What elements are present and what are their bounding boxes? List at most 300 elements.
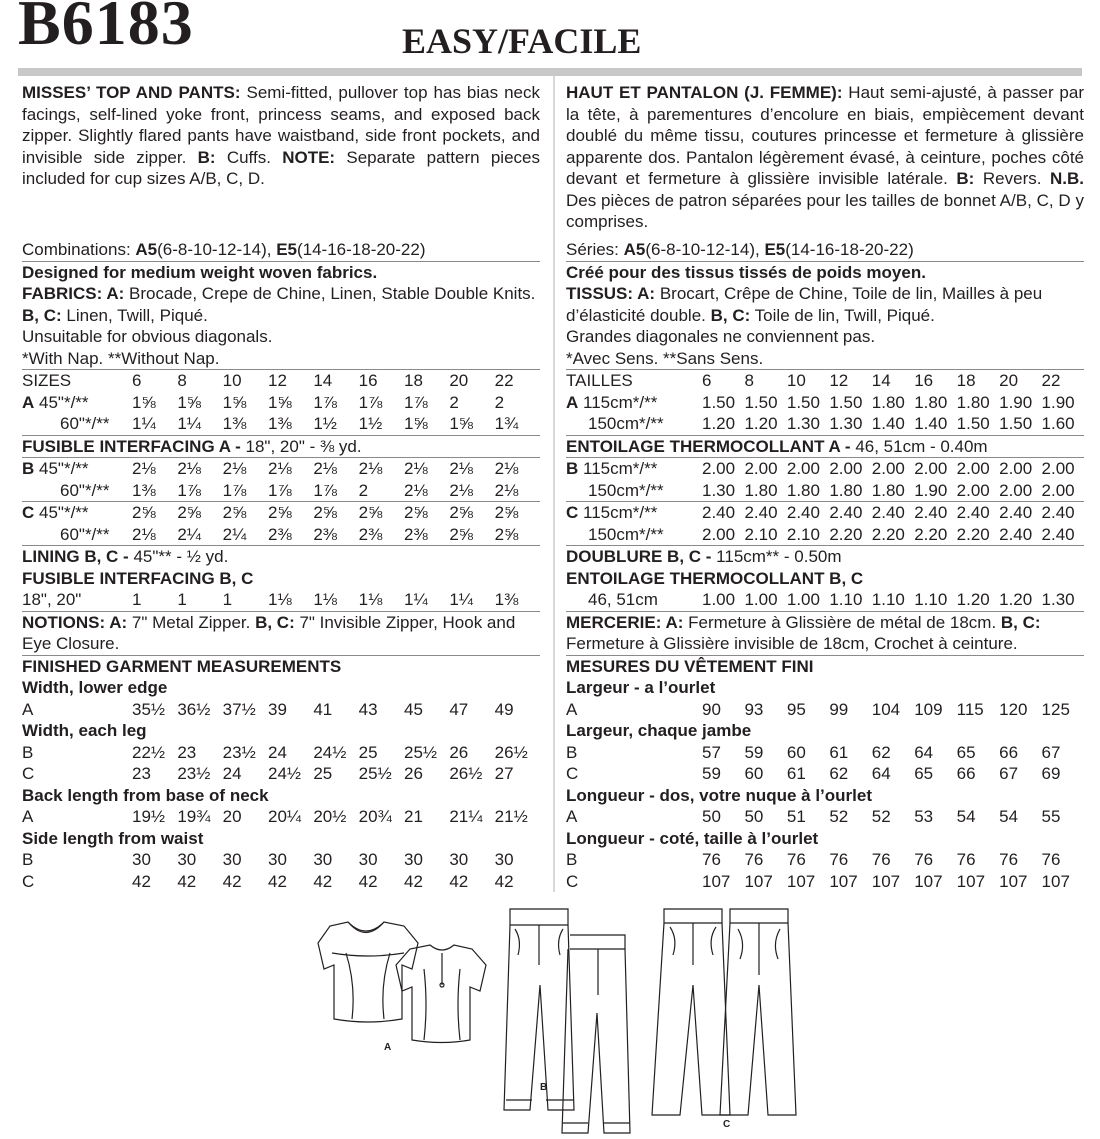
row-label xyxy=(566,458,702,480)
quantity-value: 1⅝ xyxy=(449,414,473,433)
quantity-value: 2⅛ xyxy=(358,459,383,478)
measurement-value: 20¾ xyxy=(358,807,392,826)
quantity-value: 1¼ xyxy=(449,590,473,609)
quantity-value: 2⅝ xyxy=(132,503,156,522)
notions xyxy=(22,612,540,656)
quantity-value: 1½ xyxy=(358,414,383,433)
quantity-value: 1⅜ xyxy=(222,414,247,433)
description-text: Haut semi-ajusté, à passer par la tête, à parementures d’encolure en biais, empiècement devant doublé du même tissu, coutures princesse et fermeture à glissière apparente dos. Pantalon légèrement évasé, à ceinture, poches côté devant et fermeture à glissière invisible latérale. xyxy=(566,83,1085,188)
quantity-value: 1.50 xyxy=(956,414,990,433)
measurement-value: 120 xyxy=(999,699,1028,719)
measurement-value: 25½ xyxy=(358,764,392,783)
designed-for-line xyxy=(566,262,1084,284)
quantity-value: 1.90 xyxy=(914,480,948,500)
row-label xyxy=(566,524,702,546)
measurement-value: 64 xyxy=(914,742,934,762)
description xyxy=(22,82,540,239)
back-length xyxy=(22,785,540,807)
quantity-value: 2.40 xyxy=(1041,503,1075,522)
size-header: 14 xyxy=(313,371,333,390)
size-header: 10 xyxy=(786,371,806,390)
measurement-value: 62 xyxy=(829,764,849,783)
quantity-value: 2⅛ xyxy=(494,459,519,478)
measurement-value: 109 xyxy=(914,699,943,719)
measurement-row xyxy=(22,763,540,785)
header-divider xyxy=(18,68,1082,76)
width-each-leg xyxy=(22,720,540,742)
finished-measurements xyxy=(566,656,1084,678)
interfacing-bc-row xyxy=(22,589,540,612)
combinations xyxy=(22,239,540,262)
measurement-value: 30 xyxy=(222,850,242,869)
notions-label: B, C: xyxy=(1000,612,1041,632)
fabrics-text: Brocade, Crepe de Chine, Linen, Stable Double Knits. xyxy=(124,284,536,303)
measurement-value: 20 xyxy=(222,807,242,826)
measurement-value: 23 xyxy=(132,764,151,783)
combination-sizes: (6-8-10-12-14), xyxy=(645,240,765,259)
measurement-value: 115 xyxy=(956,699,984,719)
measurement-value: 93 xyxy=(744,699,764,719)
measurement-value: 24 xyxy=(267,742,287,762)
measurement-value: 76 xyxy=(1041,850,1061,869)
size-header: 14 xyxy=(871,371,891,390)
side-length xyxy=(22,828,540,850)
fabrics xyxy=(22,283,540,326)
quantity-value: 1.00 xyxy=(786,590,820,609)
french-column xyxy=(566,82,1084,892)
english-column xyxy=(22,82,540,892)
yardage-row xyxy=(566,458,1084,480)
measurement-value: 20½ xyxy=(313,807,347,826)
quantity-value: 1⅞ xyxy=(313,480,337,500)
quantity-value: 1.20 xyxy=(702,414,736,433)
quantity-value: 2.40 xyxy=(914,503,948,522)
measurement-value: 66 xyxy=(999,742,1019,762)
quantity-value: 2.00 xyxy=(914,459,948,478)
quantity-value: 1 xyxy=(222,590,233,609)
quantity-value: 2⅛ xyxy=(267,459,292,478)
measurement-value: 69 xyxy=(1041,764,1061,783)
pants-c-back-illustration xyxy=(720,909,796,1115)
quantity-value: 2.00 xyxy=(999,459,1033,478)
measurement-value: 30 xyxy=(132,850,151,869)
measurement-title: Back length from base of neck xyxy=(22,785,269,805)
quantity-value: 1⅛ xyxy=(313,590,337,609)
measurement-value: 30 xyxy=(403,850,423,869)
lining xyxy=(566,546,1084,568)
measurement-value: 76 xyxy=(829,850,849,869)
quantity-value: 1⅜ xyxy=(267,414,292,433)
measurement-value: 42 xyxy=(222,871,242,891)
measurement-value: 42 xyxy=(267,871,287,891)
quantity-value: 1⅝ xyxy=(267,392,292,412)
interfacing-bc-label: FUSIBLE INTERFACING B, C xyxy=(22,568,254,588)
row-label xyxy=(566,392,702,414)
row-label xyxy=(566,502,702,524)
measurement-value: 42 xyxy=(313,871,333,891)
quantity-value: 2.20 xyxy=(829,524,863,544)
quantity-value: 2⅛ xyxy=(313,459,337,478)
unsuitable-line xyxy=(22,326,540,348)
quantity-value: 2⅝ xyxy=(449,524,473,544)
quantity-value: 1⅜ xyxy=(494,590,519,609)
yardage-row xyxy=(566,480,1084,503)
unsuitable-note: Grandes diagonales ne conviennent pas. xyxy=(566,327,876,346)
measurement-value: 50 xyxy=(702,807,721,826)
quantity-value: 2⅛ xyxy=(449,480,473,500)
measurement-value: 49 xyxy=(494,699,514,719)
difficulty-level: EASY/FACILE xyxy=(402,21,642,61)
measurement-value: 59 xyxy=(744,742,764,762)
measurement-value: 26½ xyxy=(494,742,528,762)
quantity-value: 1⅞ xyxy=(313,392,337,412)
fabrics-label: B, C: xyxy=(710,305,751,325)
measurement-value: 25 xyxy=(313,764,333,783)
view-letter: B xyxy=(566,459,579,478)
lining xyxy=(22,546,540,568)
measurement-row xyxy=(22,742,540,764)
measurement-value: 42 xyxy=(358,871,378,891)
view-letter: A xyxy=(566,807,578,826)
quantity-value: 2.40 xyxy=(956,503,990,522)
measurement-value: 76 xyxy=(702,850,721,869)
measurement-value: 76 xyxy=(999,850,1019,869)
top-back-illustration xyxy=(396,945,486,1043)
fabrics-text: Brocart, Crêpe de Chine, Toile de lin, Mailles à peu d’élasticité double. xyxy=(566,284,1043,325)
interfacing-label: FUSIBLE INTERFACING A - xyxy=(22,436,246,456)
interfacing-bc xyxy=(22,568,540,590)
measurement-value: 107 xyxy=(956,871,986,891)
quantity-value: 1⅞ xyxy=(358,392,383,412)
measurement-value: 57 xyxy=(702,742,721,762)
quantity-value: 2⅜ xyxy=(358,524,383,544)
combinations-label: Séries: xyxy=(566,240,624,259)
measurement-value: 55 xyxy=(1041,807,1061,826)
size-header: 22 xyxy=(494,371,514,390)
measurement-value: 30 xyxy=(177,850,197,869)
quantity-value: 2⅜ xyxy=(267,524,292,544)
size-header: 6 xyxy=(702,371,712,390)
measurement-value: 24½ xyxy=(267,764,302,783)
measurement-value: 22½ xyxy=(132,742,166,762)
size-header: 16 xyxy=(914,371,934,390)
measurement-value: 20¼ xyxy=(267,807,302,826)
measurement-value: 61 xyxy=(786,764,806,783)
combination-code: E5 xyxy=(764,240,786,259)
quantity-value: 2⅛ xyxy=(132,524,156,544)
quantity-value: 2⅜ xyxy=(403,524,428,544)
designed-for: Créé pour des tissus tissés de poids moyen. xyxy=(566,262,926,282)
quantity-value: 2.40 xyxy=(786,503,820,522)
yardage-row xyxy=(22,502,540,524)
measurement-value: 65 xyxy=(956,742,976,762)
view-a-label: A xyxy=(384,1042,392,1053)
quantity-value: 2⅝ xyxy=(222,503,247,522)
measurement-value: 76 xyxy=(871,850,891,869)
row-label xyxy=(22,458,132,480)
row-label xyxy=(22,480,132,502)
size-header: 12 xyxy=(267,371,287,390)
view-letter: C xyxy=(566,764,579,783)
quantity-value: 2 xyxy=(449,392,459,412)
quantity-value: 1½ xyxy=(313,414,337,433)
fabric-width: 115cm*/** xyxy=(583,392,658,412)
fabrics-label: TISSUS: A: xyxy=(566,284,656,303)
measurement-title: Largeur, chaque jambe xyxy=(566,721,752,740)
finished-title: FINISHED GARMENT MEASUREMENTS xyxy=(22,656,342,676)
quantity-value: 1.20 xyxy=(956,590,990,609)
measurement-value: 54 xyxy=(999,807,1019,826)
interfacing-label: ENTOILAGE THERMOCOLLANT A - xyxy=(566,436,856,456)
fabric-width: 45"*/** xyxy=(39,503,89,522)
interfacing-bc-row xyxy=(566,589,1084,612)
measurement-value: 64 xyxy=(871,764,891,783)
yardage-row xyxy=(22,392,540,414)
pattern-number: B6183 xyxy=(18,0,194,58)
combination-code: A5 xyxy=(135,240,158,259)
quantity-value: 1⅝ xyxy=(403,414,428,433)
measurement-title: Longueur - coté, taille à l’ourlet xyxy=(566,828,819,848)
nap-line xyxy=(22,348,540,371)
measurement-row xyxy=(22,806,540,828)
view-letter: B xyxy=(22,742,34,762)
side-length xyxy=(566,828,1084,850)
quantity-value: 2⅛ xyxy=(177,459,201,478)
designed-for-line xyxy=(22,262,540,284)
sizes-header xyxy=(22,370,540,392)
measurement-value: 21¼ xyxy=(449,807,483,826)
measurement-value: 76 xyxy=(914,850,934,869)
measurement-value: 61 xyxy=(829,742,849,762)
quantity-value: 2⅛ xyxy=(403,480,428,500)
quantity-value: 2 xyxy=(358,480,369,500)
quantity-value: 1⅞ xyxy=(267,480,292,500)
measurement-value: 62 xyxy=(871,742,891,762)
quantity-value: 1¼ xyxy=(132,414,156,433)
measurement-value: 30 xyxy=(449,850,469,869)
yardage-row xyxy=(22,458,540,480)
measurement-value: 42 xyxy=(132,871,151,891)
measurement-value: 30 xyxy=(267,850,287,869)
quantity-value: 1.80 xyxy=(744,480,778,500)
quantity-value: 2⅝ xyxy=(358,503,383,522)
quantity-value: 2.00 xyxy=(999,480,1033,500)
quantity-value: 2.00 xyxy=(702,459,736,478)
yardage-row xyxy=(566,413,1084,436)
fabric-width: 60"*/** xyxy=(60,414,110,433)
quantity-value: 2⅛ xyxy=(222,459,247,478)
combination-code: E5 xyxy=(276,240,297,259)
quantity-value: 1.40 xyxy=(914,414,948,433)
measurement-value: 54 xyxy=(956,807,976,826)
quantity-value: 2.40 xyxy=(999,503,1033,522)
interfacing-bc-label: ENTOILAGE THERMOCOLLANT B, C xyxy=(566,568,864,588)
pants-back-illustration xyxy=(562,935,630,1133)
quantity-value: 1⅛ xyxy=(358,590,383,609)
measurement-value: 51 xyxy=(786,807,806,826)
measurement-value: 19¾ xyxy=(177,807,211,826)
quantity-value: 2.00 xyxy=(702,524,736,544)
measurement-value: 107 xyxy=(702,871,731,891)
quantity-value: 1.60 xyxy=(1041,414,1075,433)
quantity-value: 2.20 xyxy=(914,524,948,544)
quantity-value: 2¼ xyxy=(177,524,201,544)
size-header: 8 xyxy=(177,371,187,390)
sizes-label: SIZES xyxy=(22,371,72,390)
fabric-width: 150cm*/** xyxy=(588,524,664,544)
quantity-value: 2.40 xyxy=(829,503,863,522)
size-header: 18 xyxy=(956,371,976,390)
measurement-value: 30 xyxy=(358,850,378,869)
width-lower-edge xyxy=(566,677,1084,699)
description xyxy=(566,82,1084,239)
quantity-value: 1.10 xyxy=(829,590,863,609)
size-header: 8 xyxy=(744,371,754,390)
measurement-value: 125 xyxy=(1041,699,1070,719)
row-label xyxy=(22,413,132,435)
size-header: 16 xyxy=(358,371,378,390)
view-letter: C xyxy=(22,871,35,891)
yardage-row xyxy=(22,480,540,503)
quantity-value: 1⅝ xyxy=(132,392,156,412)
view-letter: A xyxy=(566,699,578,719)
unsuitable-note: Unsuitable for obvious diagonals. xyxy=(22,327,273,346)
quantity-value: 2.00 xyxy=(786,459,820,478)
measurement-value: 45 xyxy=(403,699,423,719)
quantity-value: 1.30 xyxy=(829,414,863,433)
quantity-value: 1.30 xyxy=(786,414,820,433)
fabric-width: 60"*/** xyxy=(60,480,110,500)
quantity-value: 2.40 xyxy=(1041,524,1075,544)
quantity-value: 1¼ xyxy=(177,414,201,433)
quantity-value: 2.00 xyxy=(829,459,863,478)
garment-illustrations xyxy=(0,895,1100,1139)
size-header: 20 xyxy=(999,371,1019,390)
quantity-value: 2⅜ xyxy=(313,524,337,544)
notions-label: NOTIONS: A: xyxy=(22,612,128,632)
measurement-value: 30 xyxy=(313,850,333,869)
measurement-value: 50 xyxy=(744,807,764,826)
combination-sizes: (6-8-10-12-14), xyxy=(157,240,277,259)
view-letter: C xyxy=(566,871,579,891)
measurement-value: 107 xyxy=(914,871,943,891)
fabrics xyxy=(566,283,1084,326)
description-label: NOTE: xyxy=(282,147,336,167)
fabrics-label: FABRICS: A: xyxy=(22,284,125,303)
size-header: 22 xyxy=(1041,371,1061,390)
yardage-row xyxy=(566,524,1084,547)
view-letter: C xyxy=(566,503,579,522)
fabric-width: 150cm*/** xyxy=(588,480,664,500)
quantity-value: 2.00 xyxy=(744,459,778,478)
quantity-value: 2.20 xyxy=(956,524,990,544)
yardage-row xyxy=(22,413,540,436)
notions-label: MERCERIE: A: xyxy=(566,612,684,632)
measurement-value: 42 xyxy=(403,871,423,891)
quantity-value: 2⅝ xyxy=(449,503,473,522)
measurement-value: 76 xyxy=(956,850,976,869)
nap-note: *With Nap. **Without Nap. xyxy=(22,348,220,368)
measurement-value: 42 xyxy=(449,871,469,891)
quantity-value: 1.20 xyxy=(744,414,778,433)
measurement-value: 107 xyxy=(786,871,816,891)
fabrics-text: Toile de lin, Twill, Piqué. xyxy=(750,305,935,325)
measurement-value: 24 xyxy=(222,764,242,783)
quantity-value: 2 xyxy=(494,392,505,412)
measurement-row xyxy=(566,763,1084,785)
notions-text: Fermeture à Glissière de métal de 18cm. xyxy=(683,612,1001,632)
quantity-value: 2⅝ xyxy=(313,503,337,522)
measurement-row xyxy=(566,871,1084,893)
lining-value: 45"** - ½ yd. xyxy=(133,547,229,566)
view-b-label: B xyxy=(540,1082,548,1093)
fabric-width: 46, 51cm xyxy=(588,590,658,609)
quantity-value: 1.80 xyxy=(871,480,905,500)
row-label xyxy=(566,413,702,435)
fabrics-label: B, C: xyxy=(22,305,62,325)
view-letter: A xyxy=(566,392,579,412)
quantity-value: 1.30 xyxy=(702,480,736,500)
quantity-value: 2⅛ xyxy=(403,459,428,478)
header xyxy=(0,0,1100,66)
quantity-value: 2.00 xyxy=(956,480,990,500)
view-letter: A xyxy=(22,699,34,719)
quantity-value: 1 xyxy=(177,590,187,609)
measurement-title: Largeur - a l’ourlet xyxy=(566,678,716,697)
measurement-value: 67 xyxy=(1041,742,1061,762)
measurement-value: 41 xyxy=(313,699,333,719)
quantity-value: 1.00 xyxy=(702,590,736,609)
measurement-value: 67 xyxy=(999,764,1019,783)
measurement-value: 35½ xyxy=(132,699,166,719)
measurement-value: 76 xyxy=(786,850,806,869)
measurement-value: 23½ xyxy=(222,742,256,762)
interfacing-a xyxy=(22,436,540,459)
interfacing-value: 18", 20" - ⅜ yd. xyxy=(245,436,362,456)
yardage-row xyxy=(22,524,540,547)
quantity-value: 1.50 xyxy=(786,392,820,412)
quantity-value: 1⅞ xyxy=(177,480,201,500)
quantity-value: 1.80 xyxy=(871,392,905,412)
description-text: Cuffs. xyxy=(215,147,283,167)
measurement-value: 19½ xyxy=(132,807,166,826)
measurement-value: 107 xyxy=(829,871,858,891)
measurement-value: 25 xyxy=(358,742,378,762)
fabric-width: 115cm*/** xyxy=(583,459,658,478)
measurement-value: 59 xyxy=(702,764,721,783)
quantity-value: 1.00 xyxy=(744,590,778,609)
quantity-value: 2⅝ xyxy=(177,503,201,522)
quantity-value: 1.10 xyxy=(914,590,948,609)
finished-measurements xyxy=(22,656,540,678)
measurement-value: 23 xyxy=(177,742,197,762)
quantity-value: 1.40 xyxy=(871,414,905,433)
measurement-value: 99 xyxy=(829,699,849,719)
description-label: N.B. xyxy=(1049,169,1084,188)
quantity-value: 1.90 xyxy=(1041,392,1075,412)
fabric-width: 45"*/** xyxy=(39,459,89,478)
notions-text: 7" Invisible Zipper, Hook and Eye Closure. xyxy=(22,612,516,653)
measurement-row xyxy=(566,742,1084,764)
description-text: Des pièces de patron séparées pour les tailles de bonnet A/B, C, D y comprises. xyxy=(566,190,1084,231)
quantity-value: 1¼ xyxy=(403,590,428,609)
measurement-value: 21½ xyxy=(494,807,528,826)
fabric-width: 18", 20" xyxy=(22,590,82,609)
back-length xyxy=(566,785,1084,807)
notions-text: Fermeture à Glissière invisible de 18cm, Crochet à ceinture. xyxy=(566,634,1018,653)
quantity-value: 1.80 xyxy=(829,480,863,500)
measurement-value: 43 xyxy=(358,699,378,719)
